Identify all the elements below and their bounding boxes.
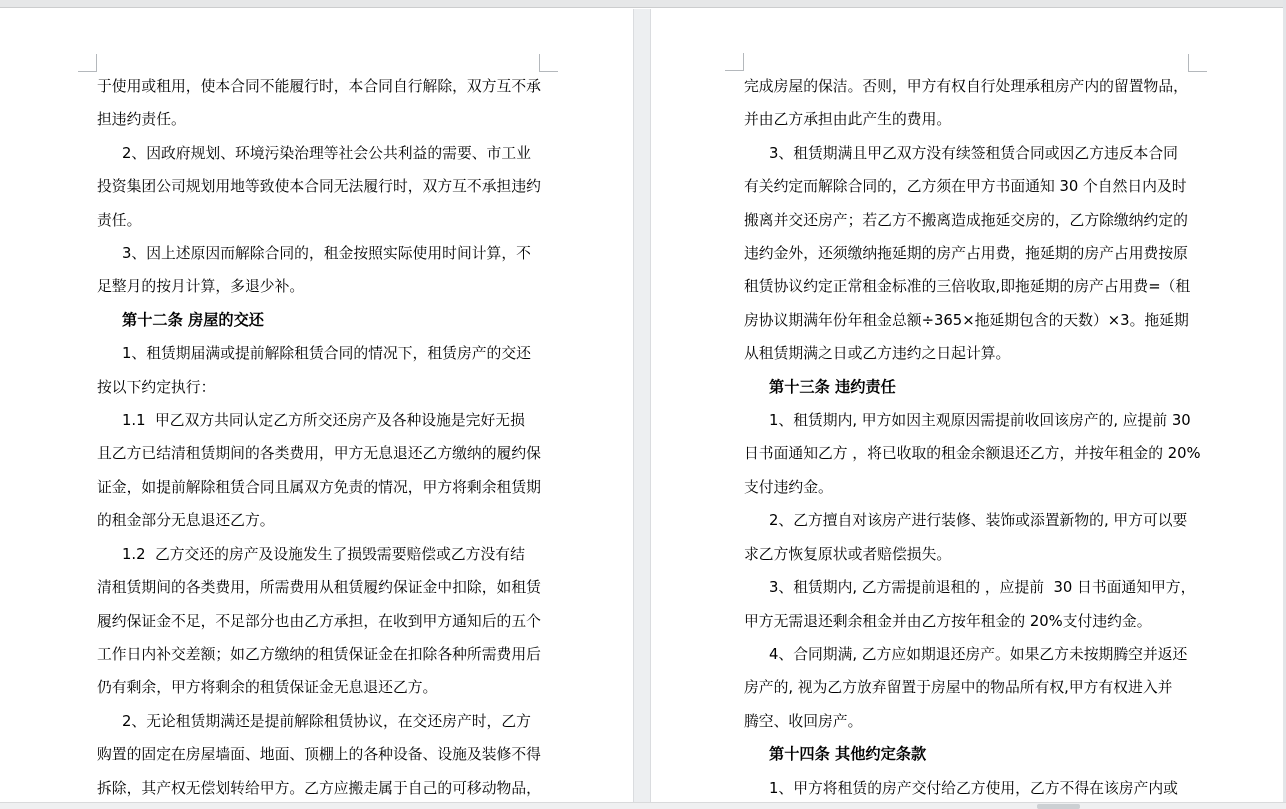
text-line: 3、租赁期内, 乙方需提前退租的 ，应提前 30 日书面通知甲方， bbox=[769, 579, 1196, 597]
text-line: 1.2 乙方交还的房产及设施发生了损毁需要赔偿或乙方没有结 bbox=[122, 545, 525, 563]
section-heading: 第十三条 违约责任 bbox=[769, 377, 896, 396]
text-line: 搬离并交还房产；若乙方不搬离造成拖延交房的，乙方除缴纳约定的 bbox=[744, 211, 1188, 229]
text-line: 房协议期满年份年租金总额÷365×拖延期包含的天数）×3。拖延期 bbox=[744, 311, 1189, 329]
text-line: 足整月的按月计算，多退少补。 bbox=[97, 278, 305, 296]
text-line: 并由乙方承担由此产生的费用。 bbox=[744, 111, 952, 129]
section-heading: 第十四条 其他约定条款 bbox=[769, 745, 927, 764]
text-line: 担违约责任。 bbox=[97, 111, 186, 129]
text-line: 投资集团公司规划用地等致使本合同无法履行时，双方互不承担违约 bbox=[97, 178, 541, 196]
section-heading: 第十二条 房屋的交还 bbox=[122, 310, 264, 329]
text-line: 于使用或租用，使本合同不能履行时，本合同自行解除，双方互不承 bbox=[97, 78, 541, 95]
text-line: 拆除，其产权无偿划转给甲方。乙方应搬走属于自己的可移动物品， bbox=[97, 779, 541, 797]
page-left-text bbox=[97, 70, 543, 805]
text-line: 1、甲方将租赁的房产交付给乙方使用，乙方不得在该房产内或 bbox=[769, 779, 1178, 797]
text-line: 工作日内补交差额；如乙方缴纳的租赁保证金在扣除各种所需费用后 bbox=[97, 645, 541, 663]
text-line: 1、租赁期内, 甲方如因主观原因需提前收回该房产的, 应提前 30 bbox=[769, 412, 1191, 430]
text-line: 支付违约金。 bbox=[744, 478, 833, 496]
text-line: 2、乙方擅自对该房产进行装修、装饰或添置新物的, 甲方可以要 bbox=[769, 512, 1188, 530]
text-line: 证金，如提前解除租赁合同且属双方免责的情况，甲方将剩余租赁期 bbox=[97, 478, 541, 496]
page-right bbox=[651, 9, 1283, 802]
text-line: 腾空、收回房产。 bbox=[744, 712, 863, 730]
text-line: 违约金外，还须缴纳拖延期的房产占用费，拖延期的房产占用费按原 bbox=[744, 245, 1188, 263]
text-line: 租赁协议约定正常租金标准的三倍收取,即拖延期的房产占用费=（租 bbox=[744, 278, 1191, 296]
text-line: 1.1 甲乙双方共同认定乙方所交还房产及各种设施是完好无损 bbox=[122, 412, 525, 430]
text-line: 的租金部分无息退还乙方。 bbox=[97, 512, 275, 530]
text-line: 4、合同期满, 乙方应如期退还房产。如果乙方未按期腾空并返还 bbox=[769, 645, 1188, 663]
top-chrome-edge bbox=[0, 0, 1286, 8]
margin-corner-mark-top-left bbox=[78, 54, 97, 72]
text-line: 求乙方恢复原状或者赔偿损失。 bbox=[744, 545, 952, 563]
text-line: 且乙方已结清租赁期间的各类费用，甲方无息退还乙方缴纳的履约保 bbox=[97, 445, 541, 463]
page-gutter bbox=[633, 9, 651, 802]
text-line: 购置的固定在房屋墙面、地面、顶棚上的各种设备、设施及装修不得 bbox=[97, 746, 541, 764]
text-line: 3、租赁期满且甲乙双方没有续签租赁合同或因乙方违反本合同 bbox=[769, 144, 1178, 162]
text-line: 日书面通知乙方 ，将已收取的租金余额退还乙方，并按年租金的 20% bbox=[744, 445, 1201, 463]
text-line: 责任。 bbox=[97, 211, 142, 229]
text-line: 3、因上述原因而解除合同的，租金按照实际使用时间计算，不 bbox=[122, 245, 531, 263]
horizontal-scrollbar-track[interactable] bbox=[0, 802, 1286, 809]
text-line: 从租赁期满之日或乙方违约之日起计算。 bbox=[744, 345, 1011, 363]
text-line: 1、租赁期届满或提前解除租赁合同的情况下，租赁房产的交还 bbox=[122, 345, 531, 363]
text-line: 清租赁期间的各类费用，所需费用从租赁履约保证金中扣除，如租赁 bbox=[97, 579, 541, 597]
text-line: 仍有剩余，甲方将剩余的租赁保证金无息退还乙方。 bbox=[97, 679, 438, 697]
page-right-text bbox=[744, 70, 1201, 805]
text-line: 2、无论租赁期满还是提前解除租赁协议，在交还房产时，乙方 bbox=[122, 712, 531, 730]
margin-corner-mark-top-left bbox=[725, 53, 744, 71]
text-line: 按以下约定执行： bbox=[97, 378, 216, 396]
text-line: 甲方无需退还剩余租金并由乙方按年租金的 20%支付违约金。 bbox=[744, 612, 1152, 630]
text-line: 履约保证金不足，不足部分也由乙方承担，在收到甲方通知后的五个 bbox=[97, 612, 541, 630]
text-line: 2、因政府规划、环境污染治理等社会公共利益的需要、市工业 bbox=[122, 144, 531, 162]
horizontal-scrollbar-thumb[interactable] bbox=[1037, 804, 1080, 809]
text-line: 房产的, 视为乙方放弃留置于房屋中的物品所有权,甲方有权进入并 bbox=[744, 679, 1173, 697]
page-left bbox=[0, 9, 633, 802]
text-line: 完成房屋的保洁。否则，甲方有权自行处理承租房产内的留置物品， bbox=[744, 78, 1188, 95]
text-line: 有关约定而解除合同的，乙方须在甲方书面通知 30 个自然日内及时 bbox=[744, 178, 1187, 196]
